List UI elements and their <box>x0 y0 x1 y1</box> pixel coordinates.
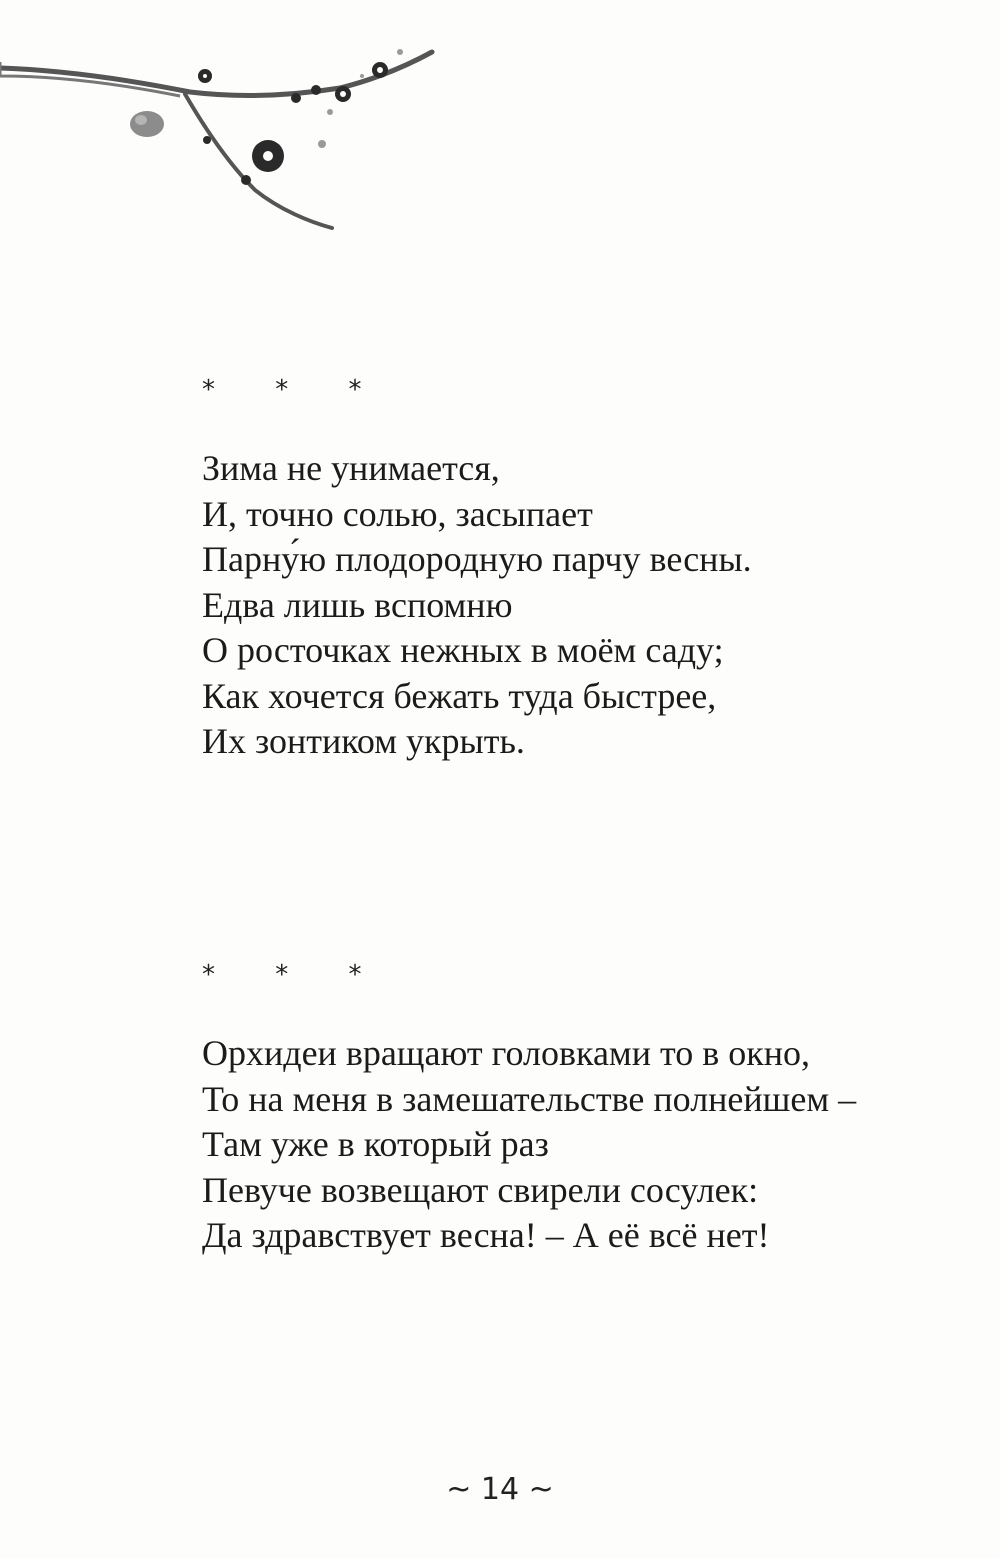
poem-line: Как хочется бежать туда быстрее, <box>202 675 717 716</box>
poem-line: Их зонтиком укрыть. <box>202 721 525 761</box>
poem-line: О росточках нежных в моём саду; <box>202 630 724 670</box>
poem-line: Орхидеи вращают головками то в окно, <box>202 1033 810 1073</box>
poem-line: Зима не унимается, <box>202 448 500 488</box>
poem <box>202 955 942 1259</box>
poem-line: Едва лишь вспомню <box>202 584 513 625</box>
poem-line: Парну́ю плодородную парчу весны. <box>202 539 752 579</box>
section-separator: * * * <box>202 960 388 990</box>
poem-line: Да здравствует весна! – А её всё нет! <box>202 1215 770 1255</box>
page-number: ~ 14 ~ <box>446 1472 554 1507</box>
poem-line: И, точно солью, засыпает <box>202 493 593 534</box>
poem-line: Певуче возвещают свирели сосулек: <box>202 1169 759 1210</box>
section-separator: * * * <box>202 375 388 405</box>
poem-lines <box>202 1031 942 1259</box>
poem-line: Там уже в который раз <box>202 1124 549 1164</box>
poem-lines <box>202 446 942 765</box>
poem-line: То на меня в замешательстве полнейшем – <box>202 1078 857 1119</box>
blossom-branch-icon <box>0 40 440 240</box>
poem <box>202 370 942 765</box>
